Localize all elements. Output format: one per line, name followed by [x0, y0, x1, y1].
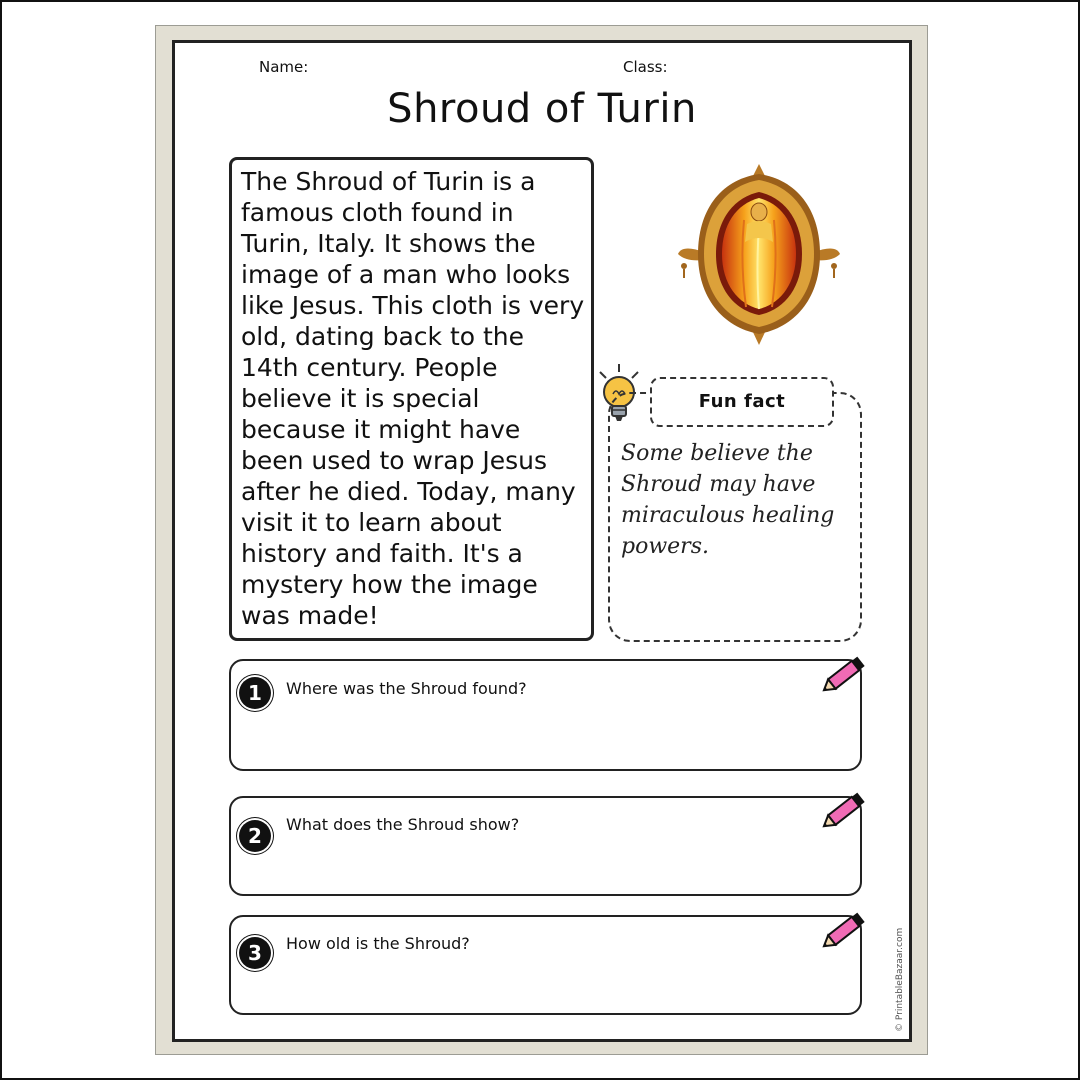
question-1-answer-box[interactable] — [229, 659, 862, 771]
pencil-icon — [820, 786, 872, 832]
copyright-credit: © PrintableBazaar.com — [895, 927, 905, 1032]
question-2-answer-box[interactable] — [229, 796, 862, 896]
fun-fact-label: Fun fact — [650, 377, 834, 427]
question-3-text: How old is the Shroud? — [286, 934, 470, 953]
question-2-number: 2 — [239, 820, 271, 852]
pencil-icon — [820, 650, 872, 696]
page-title: Shroud of Turin — [387, 86, 697, 132]
name-label: Name: — [259, 58, 309, 76]
question-1-text: Where was the Shroud found? — [286, 679, 527, 698]
question-2-text: What does the Shroud show? — [286, 815, 520, 834]
class-label: Class: — [623, 58, 668, 76]
reading-passage: The Shroud of Turin is a famous cloth found in Turin, Italy. It shows the image of a man who looks like Jesus. This cloth is very old, dating back to the 14th century. People believe it is special because it might have been used to wrap Jesus after he died. Today, many visit it to learn about history and faith. It's a mystery how the image was made! — [229, 157, 594, 641]
question-3-number: 3 — [239, 937, 271, 969]
question-3-answer-box[interactable] — [229, 915, 862, 1015]
question-1-number: 1 — [239, 677, 271, 709]
fun-fact-box: Some believe the Shroud may have miraculous healing powers. — [608, 392, 862, 642]
shroud-frame-illustration — [674, 162, 844, 347]
pencil-icon — [820, 906, 872, 952]
